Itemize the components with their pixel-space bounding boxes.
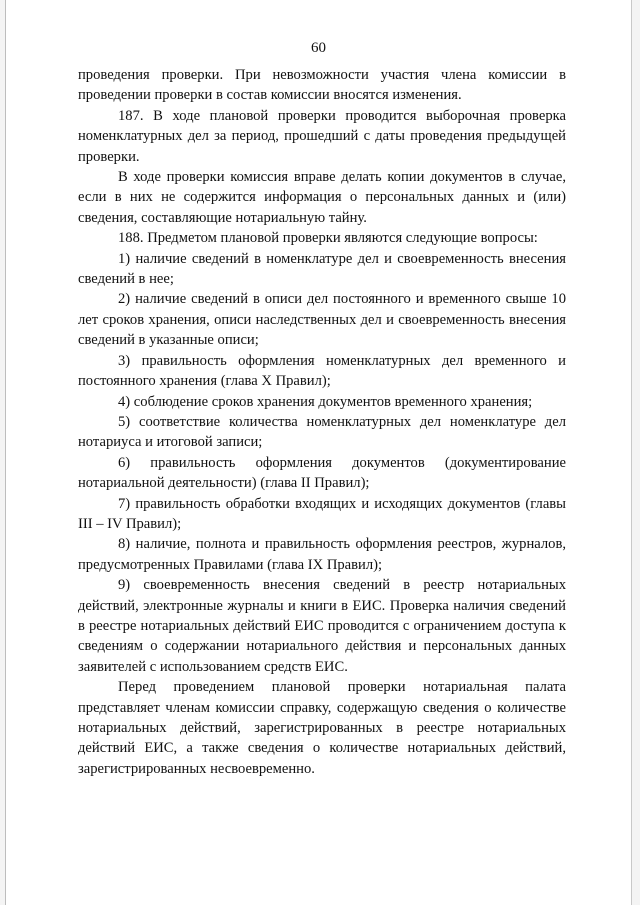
- list-item-4: 4) соблюдение сроков хранения документов временного хранения;: [118, 393, 533, 410]
- list-item-2: 2) наличие сведений в описи дел постоянного и временного свыше 10 лет сроков хранения, описи наследственных дел и своевременность внесения сведений в указанные описи;: [78, 291, 566, 349]
- paragraph-188: 188. Предметом плановой проверки являются следующие вопросы:: [118, 230, 538, 247]
- paragraph-continuation: проведения проверки. При невозможности участия члена комиссии в проведении проверки в состав комиссии вносятся изменения.: [78, 67, 566, 104]
- list-item-5: 5) соответствие количества номенклатурных дел номенклатуре дел нотариуса и итоговой записи;: [78, 413, 566, 451]
- paragraph-copies: В ходе проверки комиссия вправе делать копии документов в случае, если в них не содержится информация о персональных данных и (или) сведения, составляющие нотариальную тайну.: [78, 169, 566, 226]
- list-item-6: 6) правильность оформления документов (документирование нотариальной деятельности) (глава II Правил);: [78, 454, 566, 492]
- list-item-8: 8) наличие, полнота и правильность оформления реестров, журналов, предусмотренных Правилами (глава IX Правил);: [78, 536, 566, 573]
- document-body: [78, 65, 566, 779]
- page-number: 60: [311, 40, 326, 56]
- document-page: [5, 0, 632, 905]
- list-item-9: 9) своевременность внесения сведений в реестр нотариальных действий, электронные журналы и книги в ЕИС. Проверка наличия сведений в реестре нотариальных действий ЕИС проводится с ограничением доступа к сведениям о содержании нотариального действия и персональных данных заявителей с использованием средств ЕИС.: [78, 577, 566, 675]
- list-item-7: 7) правильность обработки входящих и исходящих документов (главы III – IV Правил);: [78, 495, 566, 532]
- paragraph-certificate: Перед проведением плановой проверки нотариальная палата представляет членам комиссии справку, содержащую сведения о количестве нотариальных действий, зарегистрированных в реестре нотариальных действий ЕИС, а также сведения о количестве нотариальных действий, зарегистрированных несвоевременно.: [78, 679, 566, 777]
- list-item-3: 3) правильность оформления номенклатурных дел временного и постоянного хранения (глава X Правил);: [78, 352, 566, 390]
- paragraph-187: 187. В ходе плановой проверки проводится выборочная проверка номенклатурных дел за период, прошедший с даты проведения предыдущей проверки.: [78, 107, 566, 165]
- list-item-1: 1) наличие сведений в номенклатуре дел и своевременность внесения сведений в нее;: [78, 250, 566, 288]
